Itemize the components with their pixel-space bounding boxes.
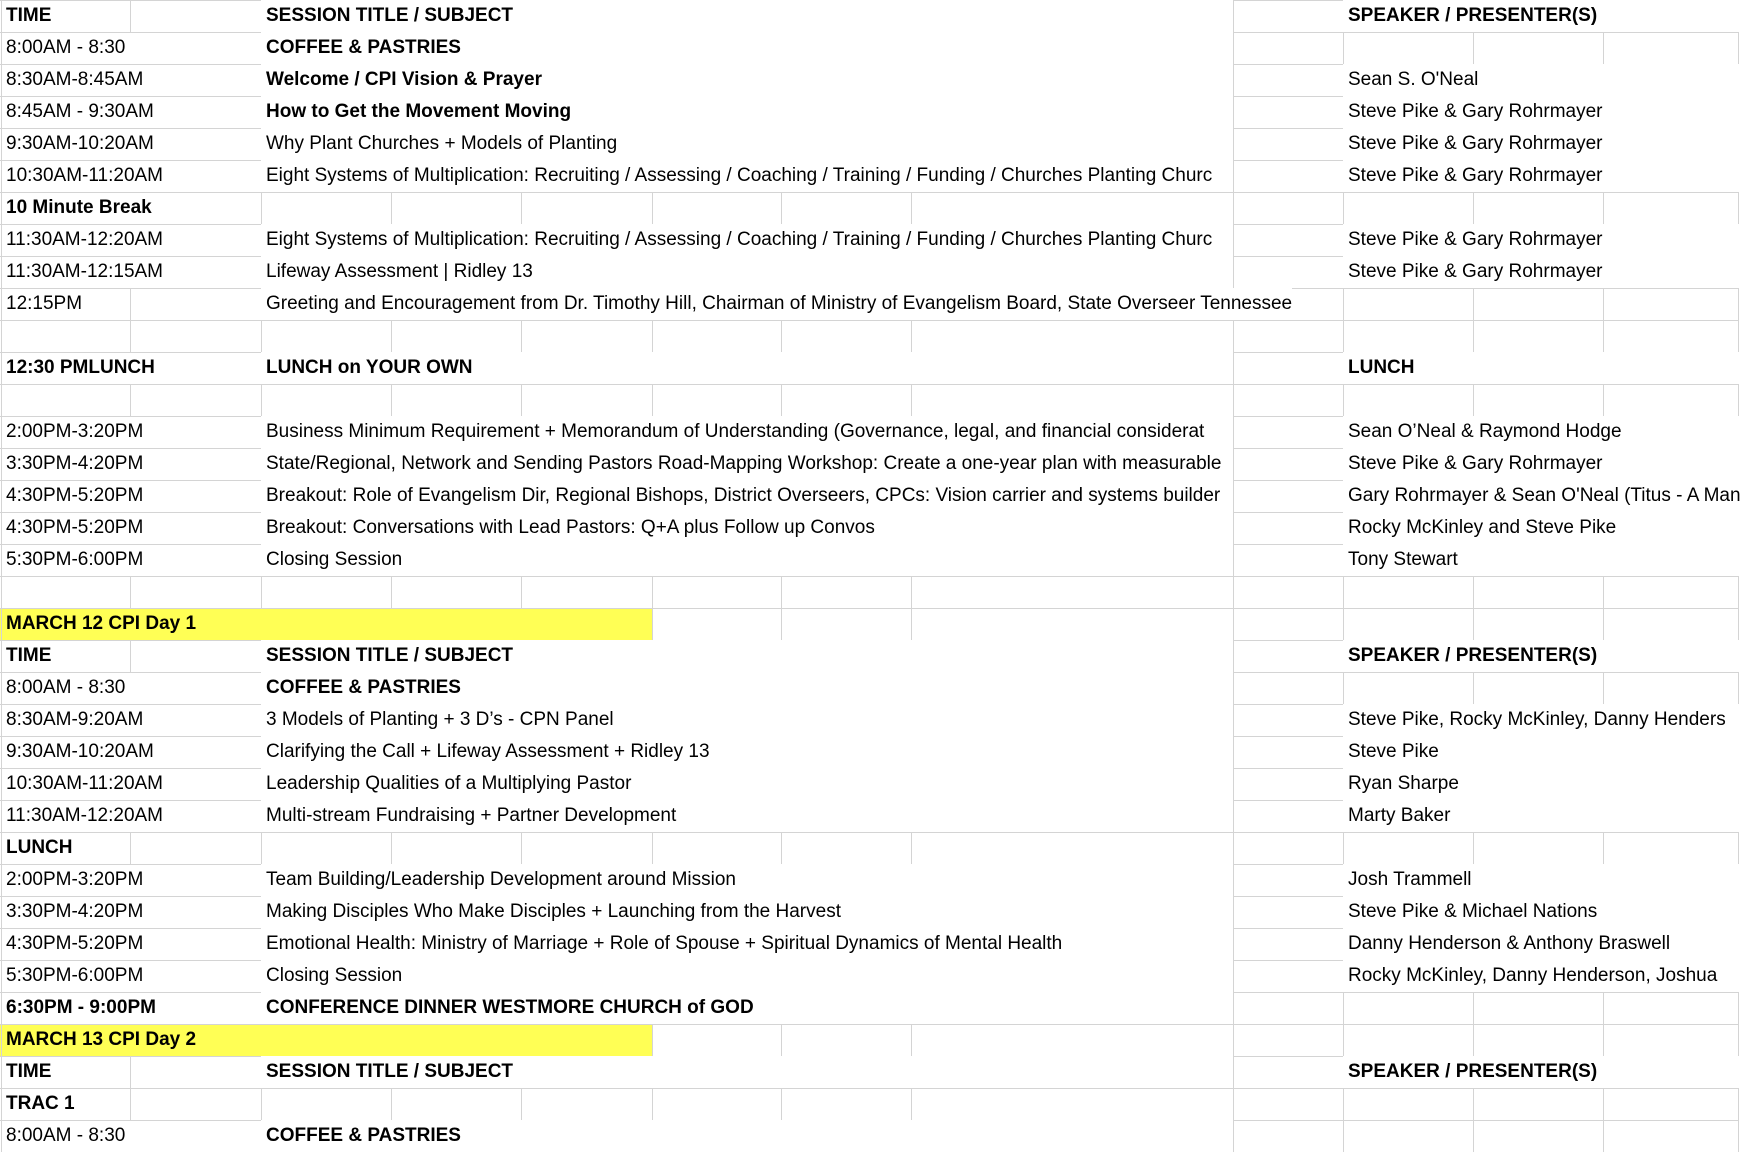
gridline [1603,32,1604,64]
gridline [652,320,653,352]
gridline [1233,1056,1234,1088]
gridline [652,576,653,608]
gridline [1233,1120,1234,1152]
gridline [521,576,522,608]
gridline [1343,832,1344,864]
gridline [1343,608,1344,640]
gridline [1233,576,1234,608]
gridline [1603,1024,1604,1056]
gridline [1343,192,1344,224]
gridline [1473,992,1474,1024]
gridline [652,1024,653,1056]
gridline [652,1088,653,1120]
gridline [1233,128,1234,160]
time-cell[interactable]: 6:30PM - 9:00PM [6,997,156,1018]
gridline [1473,384,1474,416]
table-row [0,672,1738,704]
table-row [0,480,1741,512]
gridline [1738,320,1739,352]
gridline [911,192,912,224]
gridline [911,320,912,352]
table-row [0,960,1738,992]
gridline [1233,960,1234,992]
session-title-cell[interactable]: SESSION TITLE / SUBJECT [261,640,1233,672]
gridline [391,1088,392,1120]
gridline [1738,1024,1739,1056]
time-cell[interactable]: 12:15PM [6,293,83,314]
gridline [911,832,912,864]
session-title-cell[interactable]: Eight Systems of Multiplication: Recruiting / Assessing / Coaching / Training / Funding / Churches Planting Churc [261,160,1233,192]
session-title-cell[interactable]: Breakout: Role of Evangelism Dir, Regional Bishops, District Overseers, CPCs: Vision carrier and systems builder [261,480,1233,512]
gridline [261,832,262,864]
gridline [1233,736,1234,768]
gridline [130,640,131,672]
session-title-cell[interactable]: How to Get the Movement Moving [261,96,1233,128]
table-row [0,224,1738,256]
gridline [1233,864,1234,896]
gridline [521,384,522,416]
gridline [1343,32,1344,64]
table-row [0,0,1738,32]
speaker-cell[interactable]: Tony Stewart [1343,544,1738,576]
speaker-cell[interactable]: Steve Pike & Gary Rohrmayer [1343,448,1738,480]
gridline [1233,64,1234,96]
table-row [0,992,1738,1024]
session-title-cell[interactable]: LUNCH on YOUR OWN [261,352,1233,384]
gridline [1603,1088,1604,1120]
table-row [0,864,1738,896]
time-cell[interactable]: 12:30 PMLUNCH [6,357,155,378]
gridline [130,288,131,320]
gridline [1233,0,1234,32]
gridline [911,576,912,608]
table-row [0,1088,1738,1120]
row-border [0,384,1738,385]
time-cell[interactable]: 9:30AM-10:20AM [6,741,154,762]
session-title-cell[interactable]: State/Regional, Network and Sending Pastors Road-Mapping Workshop: Create a one-year plan with measurable [261,448,1233,480]
speaker-cell[interactable]: Rocky McKinley, Danny Henderson, Joshua [1343,960,1738,992]
gridline [1603,672,1604,704]
gridline [1603,832,1604,864]
gridline [1233,832,1234,864]
gridline [1473,192,1474,224]
table-row [0,896,1738,928]
speaker-cell[interactable]: Ryan Sharpe [1343,768,1738,800]
gridline [1738,992,1739,1024]
table-row [0,928,1738,960]
row-border [0,608,1738,609]
table-row [0,832,1738,864]
table-row [0,1024,1738,1056]
time-cell[interactable]: 5:30PM-6:00PM [6,549,144,570]
gridline [130,320,131,352]
session-title-cell[interactable]: Making Disciples Who Make Disciples + Launching from the Harvest [261,896,1233,928]
row-border [0,1088,1738,1089]
row-border [0,576,1738,577]
time-cell[interactable]: 2:00PM-3:20PM [6,869,144,890]
gridline [1473,1024,1474,1056]
time-cell[interactable]: 4:30PM-5:20PM [6,517,144,538]
table-row [0,320,1738,352]
speaker-cell[interactable]: Josh Trammell [1343,864,1738,896]
speaker-cell[interactable]: Gary Rohrmayer & Sean O'Neal (Titus - A Man [1343,480,1738,512]
gridline [1233,224,1234,256]
gridline [261,1088,262,1120]
time-cell[interactable]: TRAC 1 [6,1093,75,1114]
gridline [261,384,262,416]
gridline [1233,320,1234,352]
gridline [1473,608,1474,640]
session-title-cell[interactable]: COFFEE & PASTRIES [261,672,1233,704]
time-cell[interactable]: 3:30PM-4:20PM [6,901,144,922]
time-cell[interactable]: 10:30AM-11:20AM [6,773,164,794]
gridline [1603,320,1604,352]
gridline [521,1088,522,1120]
session-title-cell[interactable]: Why Plant Churches + Models of Planting [261,128,1233,160]
gridline [1233,896,1234,928]
gridline [911,384,912,416]
gridline [781,384,782,416]
session-title-cell[interactable]: COFFEE & PASTRIES [261,1120,1233,1152]
gridline [130,1088,131,1120]
gridline [652,608,653,640]
gridline [1233,672,1234,704]
gridline [1233,1024,1234,1056]
gridline [1738,1088,1739,1120]
gridline [261,576,262,608]
session-title-cell[interactable]: 3 Models of Planting + 3 D’s - CPN Panel [261,704,1233,736]
speaker-cell[interactable]: Marty Baker [1343,800,1738,832]
gridline [1473,1120,1474,1152]
time-cell[interactable]: 4:30PM-5:20PM [6,485,144,506]
table-row [0,32,1738,64]
table-row [0,768,1738,800]
gridline [1233,192,1234,224]
gridline [1473,288,1474,320]
gridline [781,832,782,864]
gridline [911,608,912,640]
time-cell[interactable]: 2:00PM-3:20PM [6,421,144,442]
session-title-cell[interactable]: Leadership Qualities of a Multiplying Pastor [261,768,1233,800]
gridline [1343,320,1344,352]
speaker-cell[interactable]: Sean S. O'Neal [1343,64,1738,96]
time-cell[interactable]: 11:30AM-12:20AM [6,229,164,250]
gridline [911,1088,912,1120]
gridline [1473,672,1474,704]
speaker-cell[interactable]: Steve Pike [1343,736,1738,768]
speaker-cell[interactable]: Steve Pike & Gary Rohrmayer [1343,224,1738,256]
table-row [0,544,1738,576]
time-cell[interactable]: 8:00AM - 8:30 [6,677,126,698]
speaker-cell[interactable]: SPEAKER / PRESENTER(S) [1343,0,1738,32]
time-cell[interactable]: 8:30AM-9:20AM [6,709,144,730]
session-title-cell[interactable]: Closing Session [261,960,1233,992]
session-title-cell[interactable]: CONFERENCE DINNER WESTMORE CHURCH of GOD [261,992,1233,1024]
gridline [130,384,131,416]
gridline [1233,512,1234,544]
gridline [1233,704,1234,736]
session-title-cell[interactable]: Closing Session [261,544,1233,576]
table-row [0,192,1738,224]
time-cell[interactable]: MARCH 13 CPI Day 2 [6,1029,197,1050]
gridline [1233,384,1234,416]
gridline [911,1024,912,1056]
session-title-cell[interactable]: Breakout: Conversations with Lead Pastors: Q+A plus Follow up Convos [261,512,1233,544]
gridline [1738,192,1739,224]
gridline [1603,576,1604,608]
speaker-cell[interactable]: Steve Pike & Gary Rohrmayer [1343,128,1738,160]
time-cell[interactable]: TIME [6,645,52,666]
gridline [391,576,392,608]
time-cell[interactable]: LUNCH [6,837,73,858]
time-cell[interactable]: TIME [6,5,52,26]
table-row [0,512,1738,544]
gridline [1343,288,1344,320]
gridline [1233,416,1234,448]
table-row [0,416,1738,448]
table-row [0,128,1738,160]
speaker-cell[interactable]: SPEAKER / PRESENTER(S) [1343,1056,1738,1088]
gridline [1343,1120,1344,1152]
session-title-cell[interactable]: SESSION TITLE / SUBJECT [261,0,1233,32]
session-title-cell[interactable]: SESSION TITLE / SUBJECT [261,1056,1233,1088]
gridline [391,384,392,416]
gridline [1738,1120,1739,1152]
gridline [130,832,131,864]
gridline [1233,544,1234,576]
time-cell[interactable]: MARCH 12 CPI Day 1 [6,613,197,634]
table-row [0,64,1738,96]
gridline [1473,32,1474,64]
speaker-cell[interactable]: Steve Pike, Rocky McKinley, Danny Henders [1343,704,1738,736]
time-cell[interactable] [1,576,6,608]
gridline [1603,288,1604,320]
gridline [781,576,782,608]
gridline [1233,800,1234,832]
gridline [781,608,782,640]
speaker-cell[interactable]: Sean O’Neal & Raymond Hodge [1343,416,1738,448]
table-row [0,96,1738,128]
gridline [521,320,522,352]
gridline [1738,384,1739,416]
speaker-cell[interactable]: SPEAKER / PRESENTER(S) [1343,640,1738,672]
time-cell[interactable]: 11:30AM-12:20AM [6,805,164,826]
speaker-cell[interactable]: LUNCH [1343,352,1738,384]
table-row [0,1120,1738,1152]
table-row [0,608,1738,640]
gridline [781,1024,782,1056]
speaker-cell[interactable]: Steve Pike & Gary Rohrmayer [1343,256,1738,288]
gridline [652,384,653,416]
gridline [1343,1024,1344,1056]
table-row [0,1056,1738,1088]
gridline [1233,96,1234,128]
time-cell[interactable]: 3:30PM-4:20PM [6,453,144,474]
gridline [1603,384,1604,416]
gridline [391,320,392,352]
time-cell[interactable]: 8:30AM-8:45AM [6,69,144,90]
gridline [1233,992,1234,1024]
session-title-cell[interactable]: Clarifying the Call + Lifeway Assessment + Ridley 13 [261,736,1233,768]
table-row [0,352,1738,384]
gridline [391,832,392,864]
table-row [0,576,1738,608]
gridline [521,192,522,224]
time-cell[interactable]: 10 Minute Break [6,197,152,218]
time-cell[interactable]: 11:30AM-12:15AM [6,261,164,282]
gridline [130,1056,131,1088]
table-row [0,384,1738,416]
time-cell[interactable]: 8:45AM - 9:30AM [6,101,154,122]
gridline [1343,1088,1344,1120]
gridline [1738,32,1739,64]
gridline [1233,928,1234,960]
gridline [781,1088,782,1120]
time-cell[interactable]: 5:30PM-6:00PM [6,965,144,986]
session-title-cell[interactable]: Eight Systems of Multiplication: Recruiting / Assessing / Coaching / Training / Funding / Churches Planting Churc [261,224,1233,256]
gridline [1233,256,1234,288]
gridline [1233,480,1234,512]
gridline [652,192,653,224]
gridline [1233,1088,1234,1120]
row-border [0,320,1738,321]
gridline [391,192,392,224]
session-title-cell[interactable]: Business Minimum Requirement + Memorandum of Understanding (Governance, legal, and financial considerat [261,416,1233,448]
gridline [1603,608,1604,640]
speaker-cell[interactable]: Steve Pike & Gary Rohrmayer [1343,96,1738,128]
gridline [1233,608,1234,640]
session-title-cell[interactable]: Welcome / CPI Vision & Prayer [261,64,1233,96]
gridline [781,320,782,352]
session-title-cell[interactable]: COFFEE & PASTRIES [261,32,1233,64]
session-title-cell[interactable]: Team Building/Leadership Development around Mission [261,864,1233,896]
gridline [1473,320,1474,352]
gridline [261,192,262,224]
session-title-cell[interactable]: Multi-stream Fundraising + Partner Development [261,800,1233,832]
time-cell[interactable]: 8:00AM - 8:30 [6,37,126,58]
gridline [1233,640,1234,672]
table-row [0,288,1738,320]
session-title-cell[interactable]: Lifeway Assessment | Ridley 13 [261,256,1233,288]
gridline [521,832,522,864]
gridline [1343,384,1344,416]
gridline [1738,832,1739,864]
speaker-cell[interactable]: Steve Pike & Gary Rohrmayer [1343,160,1738,192]
gridline [130,576,131,608]
table-row [0,640,1738,672]
gridline [1343,672,1344,704]
gridline [781,192,782,224]
gridline [1343,992,1344,1024]
speaker-cell[interactable]: Danny Henderson & Anthony Braswell [1343,928,1738,960]
gridline [1738,576,1739,608]
table-row [0,160,1738,192]
gridline [1233,160,1234,192]
gridline [261,320,262,352]
table-row [0,736,1738,768]
gridline [1473,576,1474,608]
time-cell[interactable] [1,384,6,416]
gridline [130,0,131,32]
gridline [1603,992,1604,1024]
session-title-cell[interactable]: Emotional Health: Ministry of Marriage + Role of Spouse + Spiritual Dynamics of Mental Health [261,928,1233,960]
gridline [1473,1088,1474,1120]
gridline [1343,576,1344,608]
table-row [0,256,1738,288]
gridline [1233,448,1234,480]
table-row [0,800,1738,832]
gridline [1738,672,1739,704]
table-row [0,704,1738,736]
gridline [1738,288,1739,320]
gridline [1603,192,1604,224]
gridline [1233,768,1234,800]
gridline [652,832,653,864]
speaker-cell[interactable]: Steve Pike & Michael Nations [1343,896,1738,928]
time-cell[interactable]: 8:00AM - 8:30 [6,1125,126,1146]
time-cell[interactable]: 4:30PM-5:20PM [6,933,144,954]
time-cell[interactable]: 10:30AM-11:20AM [6,165,164,186]
row-border [0,192,1738,193]
speaker-cell[interactable]: Rocky McKinley and Steve Pike [1343,512,1738,544]
gridline [1233,32,1234,64]
row-border [0,1024,1738,1025]
time-cell[interactable]: TIME [6,1061,52,1082]
gridline [1603,1120,1604,1152]
row-border [0,832,1738,833]
gridline [1233,352,1234,384]
gridline [1738,608,1739,640]
gridline [1473,832,1474,864]
time-cell[interactable]: 9:30AM-10:20AM [6,133,154,154]
time-cell[interactable] [1,320,6,352]
table-row [0,448,1738,480]
session-title-cell[interactable]: Greeting and Encouragement from Dr. Timothy Hill, Chairman of Ministry of Evangelism Board, State Overseer Tennessee [261,288,1292,320]
